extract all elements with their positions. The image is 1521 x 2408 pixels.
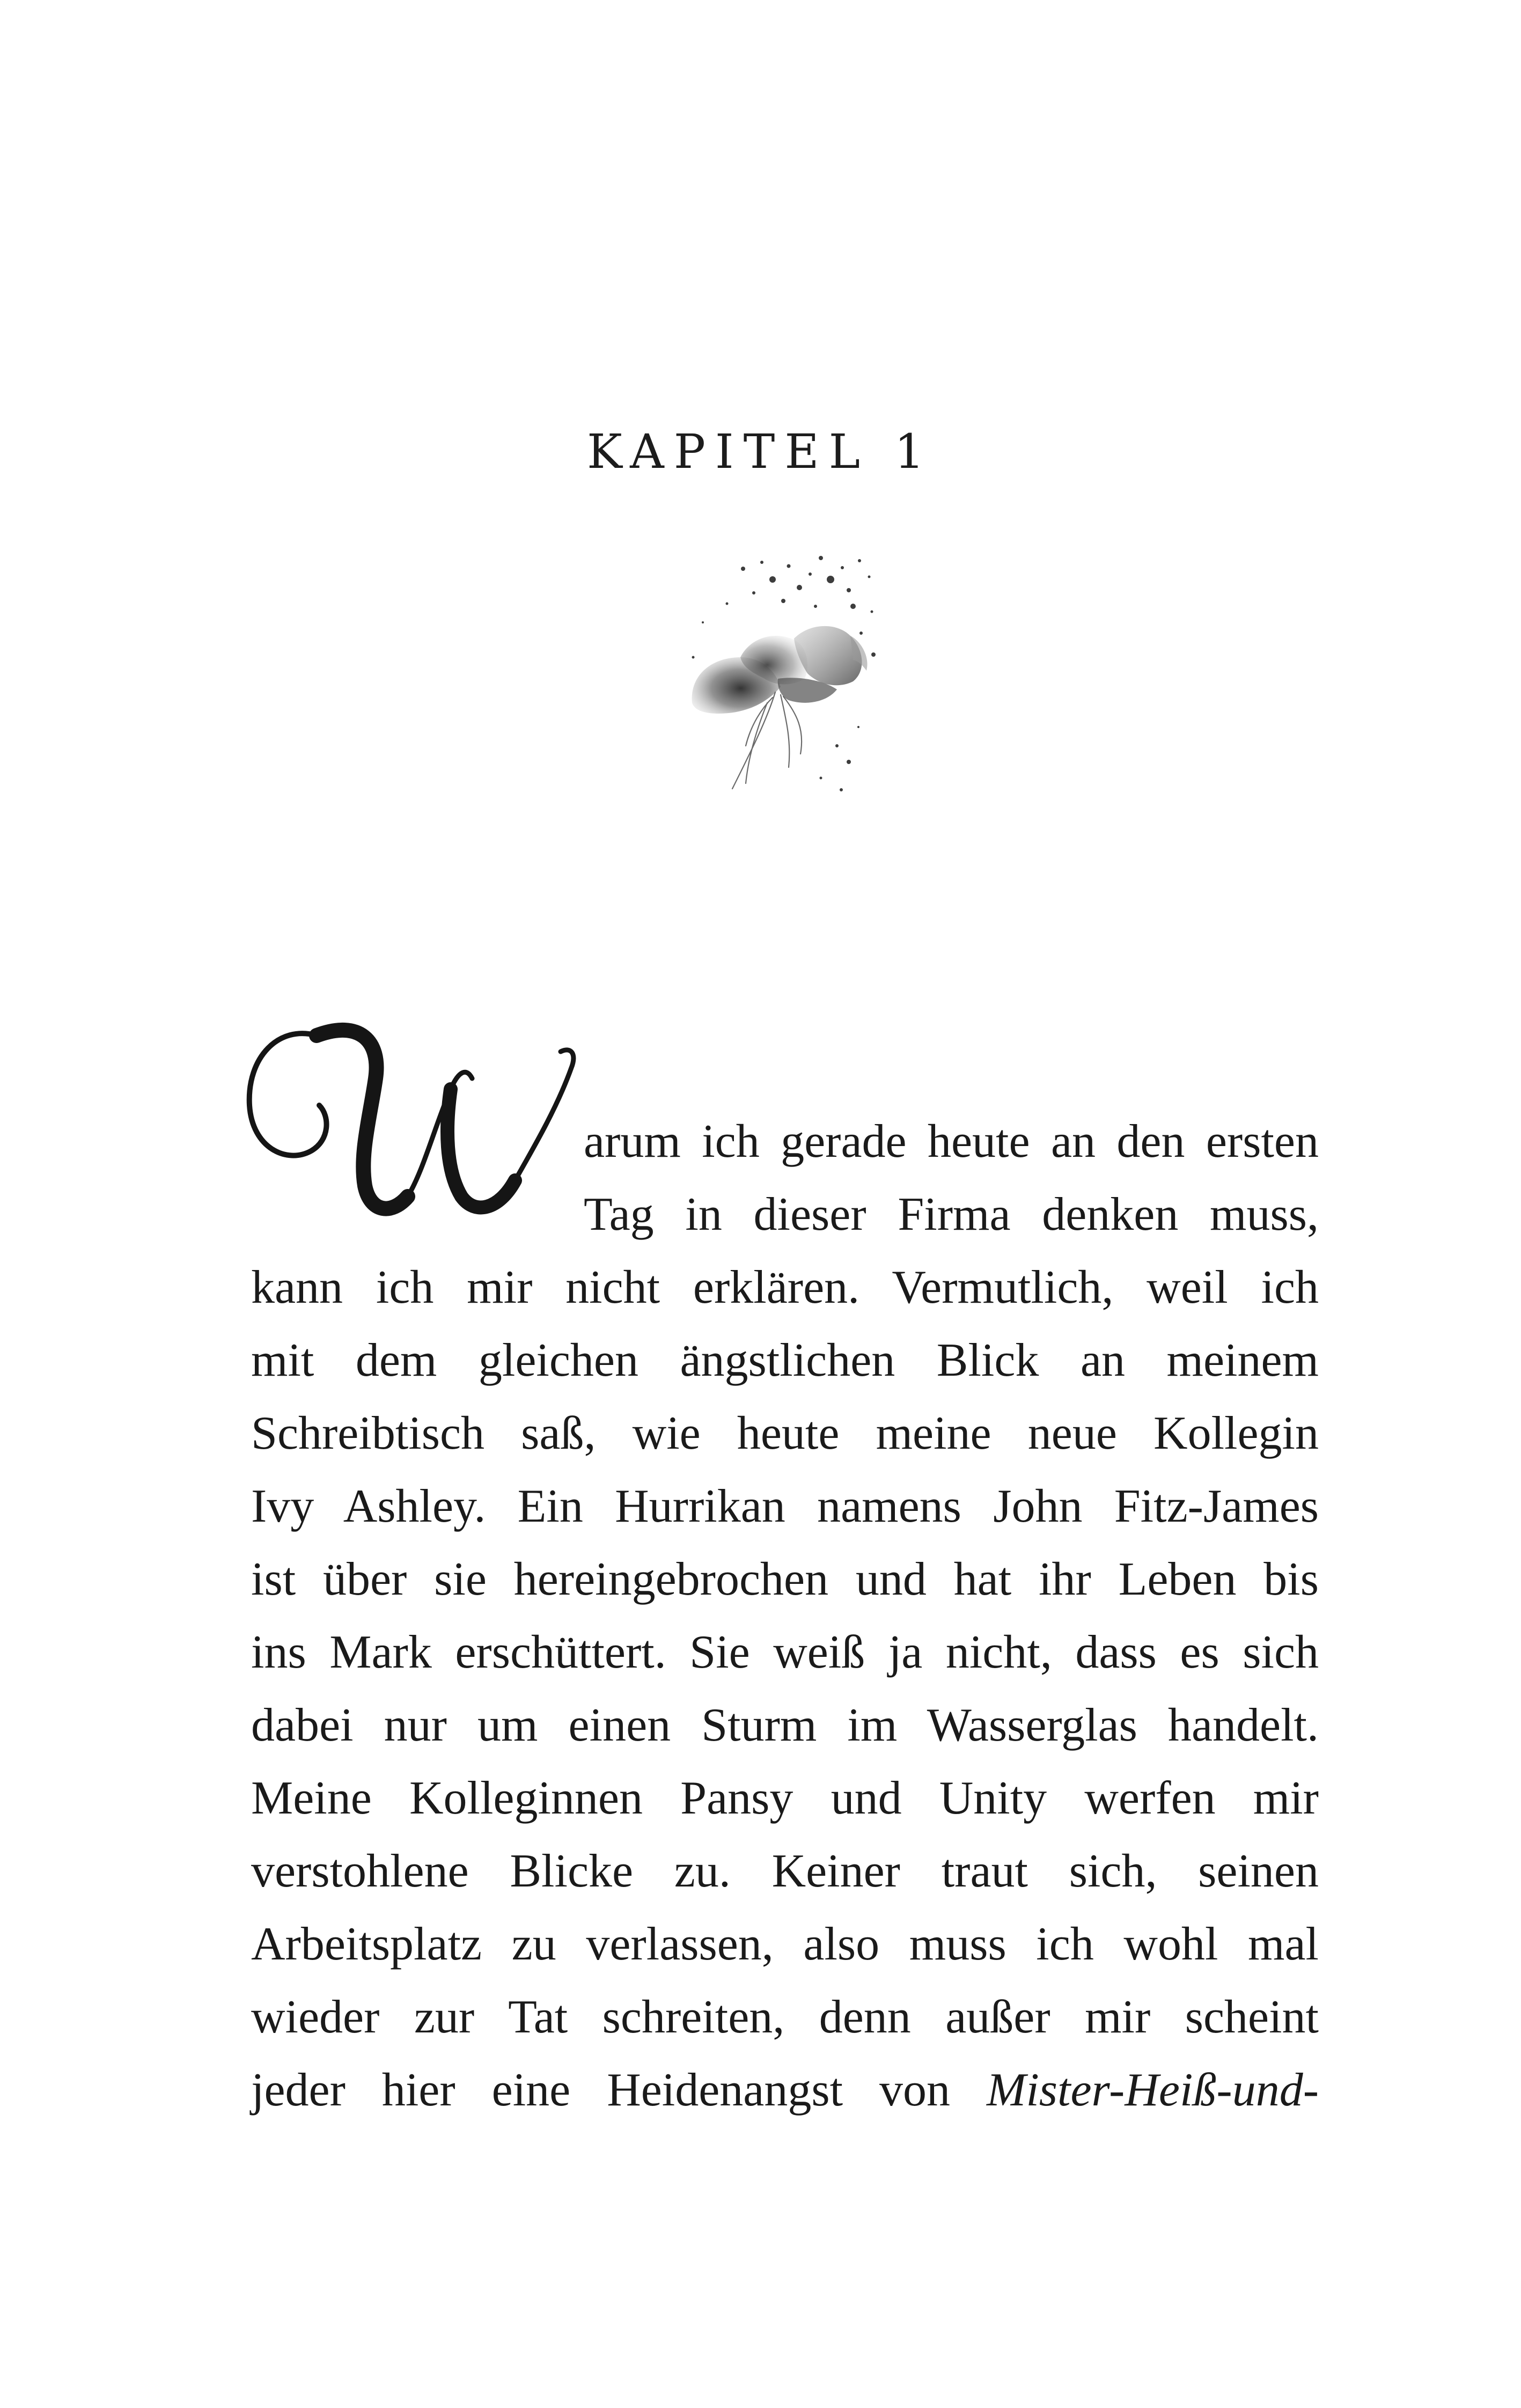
- text-line: Arbeitsplatz zu verlassen, also muss ich wohl mal: [251, 1918, 1319, 1970]
- watercolor-flower-icon: [660, 542, 885, 799]
- text-line: Ivy Ashley. Ein Hurrikan namens John Fitz-James: [251, 1480, 1319, 1532]
- text-line: Schreibtisch saß, wie heute meine neue Kollegin: [251, 1407, 1319, 1459]
- text-line: Tag in dieser Firma denken muss,: [584, 1188, 1319, 1240]
- text-line: mit dem gleichen ängstlichen Blick an meinem: [251, 1334, 1319, 1386]
- text-line: wieder zur Tat schreiten, denn außer mir scheint: [251, 1991, 1319, 2043]
- text-line: verstohlene Blicke zu. Keiner traut sich, seinen: [251, 1845, 1319, 1897]
- text-line: dabei nur um einen Sturm im Wasserglas handelt.: [251, 1699, 1319, 1751]
- last-line-italic: Mister-Heiß-und-: [987, 2064, 1319, 2116]
- text-line: ist über sie hereingebrochen und hat ihr Leben bis: [251, 1553, 1319, 1605]
- last-line-plain: jeder hier eine Heidenangst von: [251, 2064, 951, 2116]
- text-line: arum ich gerade heute an den ersten: [584, 1115, 1319, 1168]
- text-line: kann ich mir nicht erklären. Vermutlich, weil ich: [251, 1261, 1319, 1313]
- chapter-heading: KAPITEL 1: [586, 424, 935, 479]
- body-paragraph: [251, 1105, 1319, 2127]
- text-line-last: [251, 2054, 1319, 2127]
- text-line: Meine Kolleginnen Pansy und Unity werfen mir: [251, 1772, 1319, 1824]
- text-line: ins Mark erschüttert. Sie weiß ja nicht, dass es sich: [251, 1626, 1319, 1678]
